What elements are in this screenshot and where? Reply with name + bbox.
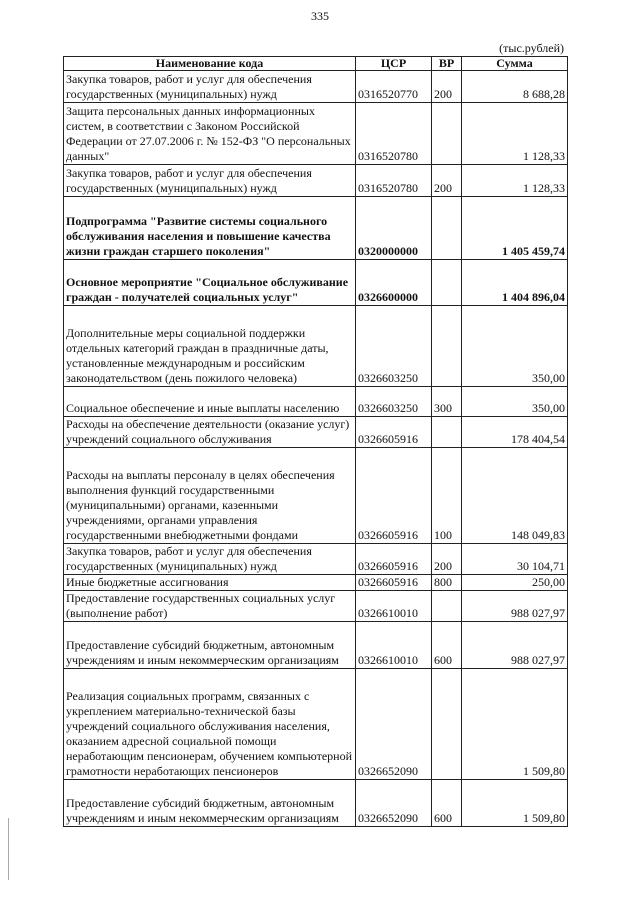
cell-csr: 0316520770 xyxy=(356,71,432,103)
cell-vr xyxy=(432,669,462,780)
cell-sum: 1 509,80 xyxy=(462,780,568,827)
cell-name: Иные бюджетные ассигнования xyxy=(64,575,356,591)
cell-sum: 1 128,33 xyxy=(462,103,568,165)
table-row xyxy=(64,165,568,197)
cell-vr: 200 xyxy=(432,71,462,103)
header-sum: Сумма xyxy=(462,57,568,71)
table-body xyxy=(64,71,568,827)
cell-sum: 350,00 xyxy=(462,306,568,387)
table-row xyxy=(64,448,568,544)
cell-csr: 0326652090 xyxy=(356,780,432,827)
table-row xyxy=(64,306,568,387)
cell-vr: 600 xyxy=(432,622,462,669)
header-name: Наименование кода xyxy=(64,57,356,71)
cell-name: Предоставление субсидий бюджетным, автономным учреждениям и иным некоммерческим организациям xyxy=(64,780,356,827)
cell-name: Предоставление субсидий бюджетным, автономным учреждениям и иным некоммерческим организациям xyxy=(64,622,356,669)
table-row xyxy=(64,780,568,827)
cell-sum: 30 104,71 xyxy=(462,544,568,575)
cell-vr: 300 xyxy=(432,387,462,417)
table-row xyxy=(64,71,568,103)
cell-sum: 988 027,97 xyxy=(462,591,568,622)
cell-vr: 600 xyxy=(432,780,462,827)
cell-name: Защита персональных данных информационных систем, в соответствии с Законом Российской Федерации от 27.07.2006 г. № 152-ФЗ "О персональных данных" xyxy=(64,103,356,165)
cell-vr xyxy=(432,591,462,622)
margin-line xyxy=(8,818,9,880)
cell-vr: 100 xyxy=(432,448,462,544)
cell-sum: 988 027,97 xyxy=(462,622,568,669)
cell-vr xyxy=(432,260,462,306)
cell-vr: 200 xyxy=(432,165,462,197)
cell-sum: 178 404,54 xyxy=(462,417,568,448)
cell-name: Закупка товаров, работ и услуг для обеспечения государственных (муниципальных) нужд xyxy=(64,544,356,575)
header-vr: ВР xyxy=(432,57,462,71)
table-row xyxy=(64,622,568,669)
cell-sum: 1 509,80 xyxy=(462,669,568,780)
cell-csr: 0316520780 xyxy=(356,165,432,197)
cell-sum: 1 128,33 xyxy=(462,165,568,197)
cell-name: Основное мероприятие "Социальное обслуживание граждан - получателей социальных услуг" xyxy=(64,260,356,306)
table-row xyxy=(64,197,568,260)
cell-csr: 0326603250 xyxy=(356,306,432,387)
cell-name: Дополнительные меры социальной поддержки отдельных категорий граждан в праздничные даты, установленные международным и российским законодательством (день пожилого человека) xyxy=(64,306,356,387)
cell-csr: 0326605916 xyxy=(356,544,432,575)
cell-name: Подпрограмма "Развитие системы социального обслуживания населения и повышение качества жизни граждан старшего поколения" xyxy=(64,197,356,260)
page-number: 335 xyxy=(311,9,329,23)
table-row xyxy=(64,103,568,165)
cell-name: Закупка товаров, работ и услуг для обеспечения государственных (муниципальных) нужд xyxy=(64,71,356,103)
cell-name: Расходы на выплаты персоналу в целях обеспечения выполнения функций государственными (муниципальными) органами, казенными учреждениями, органами управления государственными внебюджетными фондами xyxy=(64,448,356,544)
cell-csr: 0326603250 xyxy=(356,387,432,417)
table-row xyxy=(64,417,568,448)
table-row xyxy=(64,575,568,591)
cell-vr xyxy=(432,103,462,165)
cell-sum: 1 405 459,74 xyxy=(462,197,568,260)
cell-csr: 0326610010 xyxy=(356,622,432,669)
cell-vr xyxy=(432,306,462,387)
cell-name: Закупка товаров, работ и услуг для обеспечения государственных (муниципальных) нужд xyxy=(64,165,356,197)
cell-csr: 0326605916 xyxy=(356,448,432,544)
units-label: (тыс.рублей) xyxy=(499,41,564,55)
table-header-row xyxy=(64,57,568,71)
cell-csr: 0326652090 xyxy=(356,669,432,780)
header-csr: ЦСР xyxy=(356,57,432,71)
cell-csr: 0326600000 xyxy=(356,260,432,306)
cell-csr: 0326610010 xyxy=(356,591,432,622)
cell-sum: 250,00 xyxy=(462,575,568,591)
cell-vr: 800 xyxy=(432,575,462,591)
table-row xyxy=(64,669,568,780)
cell-sum: 148 049,83 xyxy=(462,448,568,544)
table-row xyxy=(64,544,568,575)
budget-table xyxy=(63,56,568,827)
cell-csr: 0326605916 xyxy=(356,575,432,591)
cell-csr: 0326605916 xyxy=(356,417,432,448)
cell-vr: 200 xyxy=(432,544,462,575)
cell-name: Социальное обеспечение и иные выплаты населению xyxy=(64,387,356,417)
table-row xyxy=(64,387,568,417)
cell-name: Реализация социальных программ, связанных с укреплением материально-технической базы учреждений социального обслуживания населения, оказанием адресной социальной помощи неработающим пенсионерам, обучением компьютерной грамотности неработающих пенсионеров xyxy=(64,669,356,780)
cell-vr xyxy=(432,197,462,260)
cell-sum: 350,00 xyxy=(462,387,568,417)
cell-name: Предоставление государственных социальных услуг (выполнение работ) xyxy=(64,591,356,622)
cell-sum: 8 688,28 xyxy=(462,71,568,103)
table-row xyxy=(64,260,568,306)
cell-csr: 0320000000 xyxy=(356,197,432,260)
cell-name: Расходы на обеспечение деятельности (оказание услуг) учреждений социального обслуживания xyxy=(64,417,356,448)
cell-sum: 1 404 896,04 xyxy=(462,260,568,306)
cell-vr xyxy=(432,417,462,448)
table-row xyxy=(64,591,568,622)
cell-csr: 0316520780 xyxy=(356,103,432,165)
